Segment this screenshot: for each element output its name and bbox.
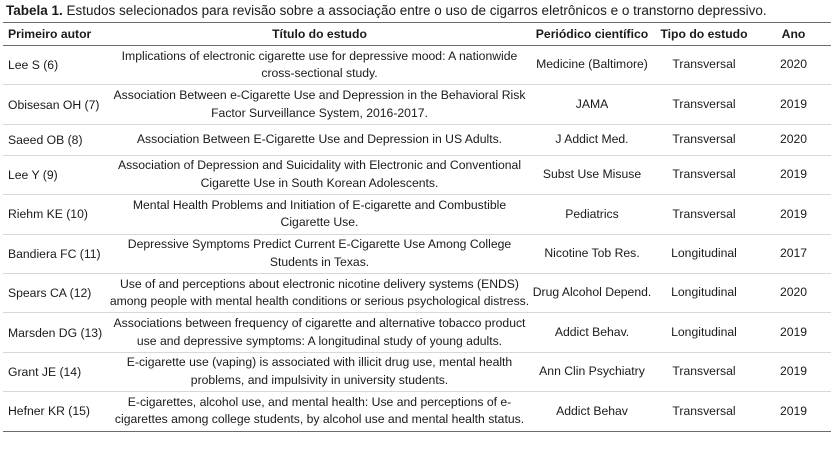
header-primeiro-autor: Primeiro autor <box>8 27 92 41</box>
table-row <box>3 125 831 156</box>
cell-journal: Nicotine Tob Res. <box>544 246 640 260</box>
cell-journal: JAMA <box>575 96 609 111</box>
caption-label: Tabela 1. <box>6 3 63 18</box>
header-titulo: Título do estudo <box>272 27 367 41</box>
table-row <box>3 195 831 234</box>
studies-table <box>3 22 831 432</box>
cell-type: Transversal <box>672 403 736 418</box>
cell-title: E-cigarette use (vaping) is associated with illicit drug use, mental health problems, and impulsivity in university students. <box>126 355 513 387</box>
cell-author: Riehm KE (10) <box>8 207 88 222</box>
cell-title: Association Between e-Cigarette Use and Depression in the Behavioral Risk Factor Surveillance System, 2016-2017. <box>113 88 526 120</box>
cell-author: Grant JE (14) <box>8 364 82 379</box>
header-tipo: Tipo do estudo <box>660 27 748 41</box>
cell-journal: Drug Alcohol Depend. <box>532 285 652 300</box>
cell-type: Longitudinal <box>671 285 737 300</box>
cell-journal: Addict Behav <box>556 403 628 418</box>
cell-type: Longitudinal <box>671 324 737 339</box>
cell-title: Depressive Symptoms Predict Current E-Cigarette Use Among College Students in Texas. <box>127 237 512 269</box>
cell-journal: Pediatrics <box>565 206 619 221</box>
cell-author: Lee Y (9) <box>8 167 58 182</box>
table-row <box>3 353 831 392</box>
cell-type: Longitudinal <box>671 246 737 260</box>
cell-title: Associations between frequency of cigarette and alternative tobacco product use and depressive symptoms: A longitudinal study of young adults. <box>113 316 526 348</box>
cell-type: Transversal <box>672 364 736 379</box>
cell-type: Transversal <box>672 206 736 221</box>
cell-author: Obisesan OH (7) <box>8 97 100 112</box>
cell-title: Association Between E-Cigarette Use and Depression in US Adults. <box>136 132 503 147</box>
cell-type: Transversal <box>672 96 736 111</box>
table-row <box>3 274 831 313</box>
cell-journal: J Addict Med. <box>555 132 629 147</box>
caption-text: Estudos selecionados para revisão sobre a associação entre o uso de cigarros eletrônicos e o transtorno depressivo. <box>62 3 767 18</box>
cell-year: 2019 <box>779 403 808 418</box>
cell-year: 2019 <box>779 96 808 111</box>
cell-journal: Subst Use Misuse <box>542 167 642 182</box>
table-row <box>3 313 831 352</box>
cell-title: Use of and perceptions about electronic nicotine delivery systems (ENDS) among people with mental health conditions or serious psychological distress. <box>109 276 530 309</box>
table-caption <box>6 3 767 18</box>
table-row <box>3 156 831 195</box>
cell-year: 2019 <box>779 324 808 339</box>
cell-year: 2020 <box>779 132 808 147</box>
cell-journal: Ann Clin Psychiatry <box>539 364 645 379</box>
cell-year: 2019 <box>779 364 808 379</box>
header-ano: Ano <box>781 27 806 41</box>
cell-year: 2020 <box>779 285 808 300</box>
cell-author: Bandiera FC (11) <box>8 246 101 261</box>
cell-journal: Addict Behav. <box>554 324 630 339</box>
cell-author: Lee S (6) <box>8 58 59 73</box>
cell-author: Marsden DG (13) <box>8 325 103 340</box>
table-header-row <box>3 23 831 46</box>
cell-title: Association of Depression and Suicidality with Electronic and Conventional Cigarette Use in South Korean Adolescents. <box>117 158 522 190</box>
cell-year: 2017 <box>779 246 808 260</box>
header-periodico: Periódico científico <box>535 27 649 41</box>
cell-author: Spears CA (12) <box>8 286 92 301</box>
cell-year: 2019 <box>779 206 808 221</box>
cell-author: Hefner KR (15) <box>8 404 90 419</box>
cell-type: Transversal <box>672 167 736 182</box>
cell-year: 2020 <box>779 57 808 72</box>
cell-title: Implications of electronic cigarette use for depressive mood: A nationwide cross-sectional study. <box>121 48 518 81</box>
cell-author: Saeed OB (8) <box>8 132 83 147</box>
cell-journal: Medicine (Baltimore) <box>536 57 648 72</box>
cell-title: E-cigarettes, alcohol use, and mental health: Use and perceptions of e-cigarettes among college students, by alcohol use and mental health status. <box>114 394 525 427</box>
table-row <box>3 392 831 430</box>
table-row <box>3 46 831 85</box>
cell-year: 2019 <box>779 167 808 182</box>
table-row <box>3 85 831 124</box>
cell-title: Mental Health Problems and Initiation of E-cigarette and Combustible Cigarette Use. <box>132 197 507 230</box>
table-row <box>3 235 831 274</box>
cell-type: Transversal <box>672 57 736 72</box>
cell-type: Transversal <box>672 132 736 147</box>
